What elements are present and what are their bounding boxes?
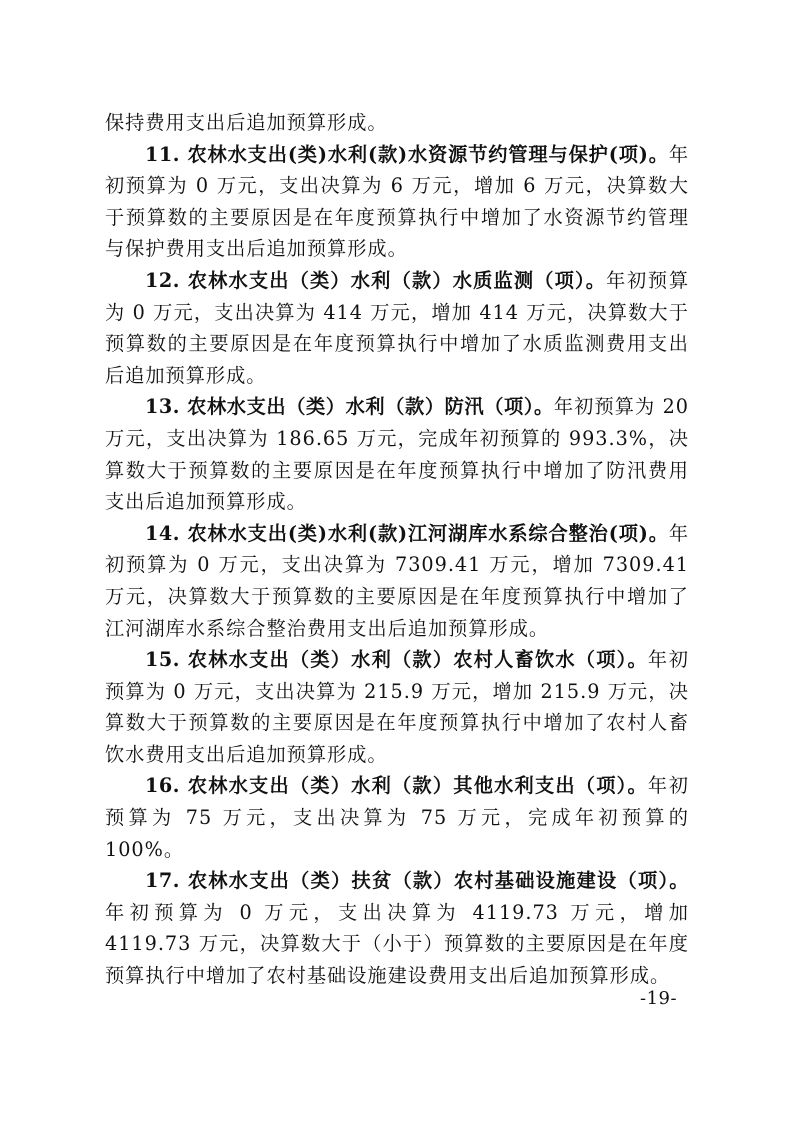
item-heading: 16. 农林水支出（类）水利（款）其他水利支出（项）。 bbox=[145, 774, 648, 798]
paragraph-item-13 bbox=[105, 391, 689, 517]
document-body bbox=[105, 107, 689, 992]
paragraph-item-11 bbox=[105, 139, 689, 265]
item-body: 年初预算为 20 万元，支出决算为 186.65 万元，完成年初预算的 993.3%，决算数大于预算数的主要原因是在年度预算执行中增加了防汛费用支出后追加预算形成。 bbox=[105, 395, 689, 514]
item-body: 年初预算为 0 万元，支出决算为 7309.41 万元，增加 7309.41 万元，决算数大于预算数的主要原因是在年度预算执行中增加了江河湖库水系综合整治费用支出后追加预算形成。 bbox=[105, 521, 689, 640]
paragraph-item-15 bbox=[105, 644, 689, 770]
paragraph-item-12 bbox=[105, 265, 689, 391]
page-number: -19- bbox=[640, 988, 678, 1009]
item-body: 年初预算为 75 万元，支出决算为 75 万元，完成年初预算的 100%。 bbox=[105, 774, 689, 861]
paragraph-item-16 bbox=[105, 770, 689, 865]
item-heading: 12. 农林水支出（类）水利（款）水质监测（项）。 bbox=[145, 268, 607, 292]
item-heading: 14. 农林水支出(类)水利(款)江河湖库水系综合整治(项)。 bbox=[145, 521, 669, 545]
paragraph-continuation bbox=[105, 107, 689, 139]
item-body: 年初预算为 0 万元，支出决算为 215.9 万元，增加 215.9 万元，决算数大于预算数的主要原因是在年度预算执行中增加了农村人畜饮水费用支出后追加预算形成。 bbox=[105, 648, 689, 766]
item-heading: 15. 农林水支出（类）水利（款）农村人畜饮水（项）。 bbox=[145, 648, 648, 672]
item-heading: 17. 农林水支出（类）扶贫（款）农村基础设施建设（项）。 bbox=[145, 869, 689, 893]
paragraph-item-14 bbox=[105, 518, 689, 644]
item-body: 年初预算为 0 万元，支出决算为 6 万元，增加 6 万元，决算数大于预算数的主要原因是在年度预算执行中增加了水资源节约管理与保护费用支出后追加预算形成。 bbox=[105, 142, 689, 261]
paragraph-item-17 bbox=[105, 865, 689, 991]
item-body: 年初预算为 0 万元，支出决算为 414 万元，增加 414 万元，决算数大于预算数的主要原因是在年度预算执行中增加了水质监测费用支出后追加预算形成。 bbox=[105, 268, 690, 387]
item-heading: 11. 农林水支出(类)水利(款)水资源节约管理与保护(项)。 bbox=[145, 142, 669, 166]
item-body: 年初预算为 0 万元，支出决算为 4119.73 万元，增加 4119.73 万元，决算数大于（小于）预算数的主要原因是在年度预算执行中增加了农村基础设施建设费用支出后追加预算形成。 bbox=[105, 900, 689, 988]
item-heading: 13. 农林水支出（类）水利（款）防汛（项）。 bbox=[145, 395, 554, 419]
paragraph-body: 保持费用支出后追加预算形成。 bbox=[105, 111, 388, 134]
